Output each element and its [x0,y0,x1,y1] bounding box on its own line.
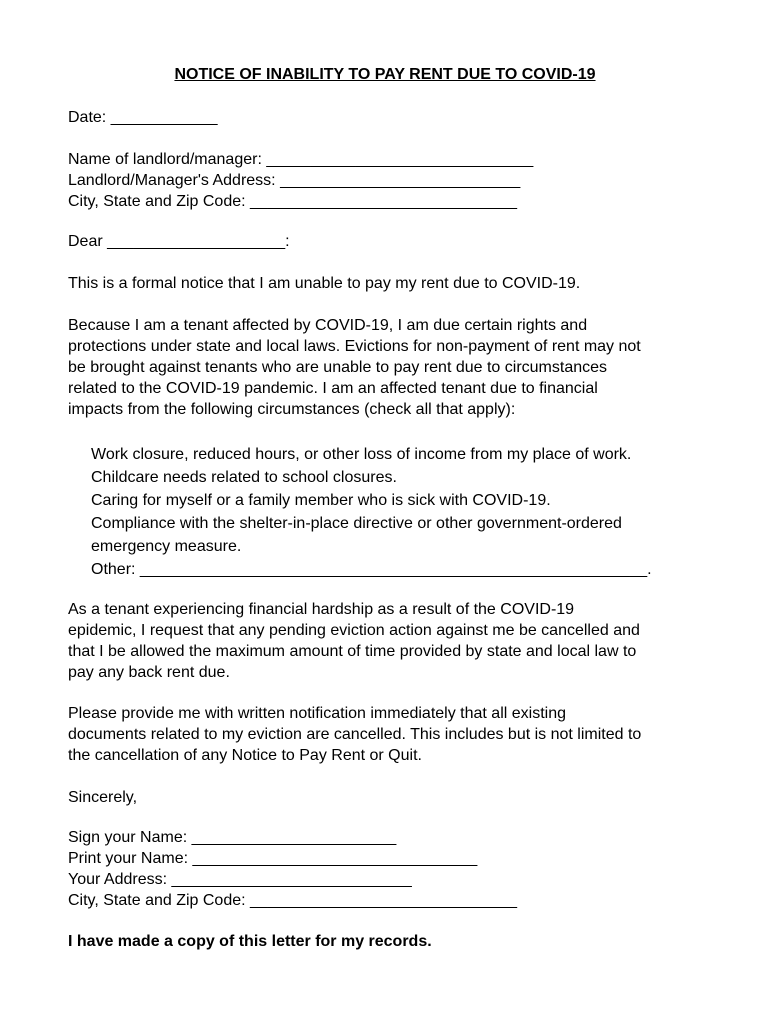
tenant-city-state-zip-line: City, State and Zip Code: ______________________________ [68,892,517,909]
paragraph-line: epidemic, I request that any pending eviction action against me be cancelled and [68,622,640,639]
records-note-text: I have made a copy of this letter for my records. [68,933,432,950]
paragraph-line: documents related to my eviction are cancelled. This includes but is not limited to [68,726,642,743]
paragraph-line: the cancellation of any Notice to Pay Rent or Quit. [68,747,422,764]
paragraph-line: related to the COVID-19 pandemic. I am an affected tenant due to financial [68,380,598,397]
paragraph-line: As a tenant experiencing financial hardship as a result of the COVID-19 [68,601,575,618]
notification-paragraph [68,703,718,766]
dear-line: Dear ____________________: [68,233,290,250]
paragraph-line: protections under state and local laws. Evictions for non-payment of rent may not [68,338,641,355]
circumstance-caring: Caring for myself or a family member who is sick with COVID-19. [91,492,551,509]
landlord-info [68,149,718,212]
paragraph-line: impacts from the following circumstances (check all that apply): [68,401,516,418]
sign-name-line: Sign your Name: _______________________ [68,829,397,846]
circumstance-compliance: Compliance with the shelter-in-place directive or other government-ordered [91,515,622,532]
circumstances-list [91,443,711,581]
landlord-address-line: Landlord/Manager's Address: ___________________________ [68,172,521,189]
records-note [68,931,718,952]
paragraph-line: be brought against tenants who are unable to pay rent due to circumstances [68,359,608,376]
rights-paragraph [68,315,718,420]
closing-text: Sincerely, [68,789,138,806]
hardship-paragraph [68,599,718,683]
salutation [68,231,718,252]
circumstance-compliance-cont: emergency measure. [91,538,242,555]
landlord-name-line: Name of landlord/manager: ______________________________ [68,151,534,168]
paragraph-line: Please provide me with written notification immediately that all existing [68,705,567,722]
circumstance-other: Other: _________________________________________________________. [91,561,652,578]
print-name-line: Print your Name: ________________________________ [68,850,478,867]
signature-block [68,827,718,911]
landlord-city-state-zip-line: City, State and Zip Code: ______________________________ [68,193,517,210]
document-title: NOTICE OF INABILITY TO PAY RENT DUE TO COVID-19 [174,66,596,83]
date-field [68,107,718,128]
circumstance-work-closure: Work closure, reduced hours, or other loss of income from my place of work. [91,446,632,463]
formal-notice-text: This is a formal notice that I am unable to pay my rent due to COVID-19. [68,275,581,292]
circumstance-childcare: Childcare needs related to school closures. [91,469,397,486]
paragraph-line: pay any back rent due. [68,664,230,681]
your-address-line: Your Address: ___________________________ [68,871,412,888]
paragraph-line: that I be allowed the maximum amount of time provided by state and local law to [68,643,637,660]
date-line: Date: ____________ [68,109,218,126]
formal-notice [68,273,718,294]
closing [68,787,718,808]
paragraph-line: Because I am a tenant affected by COVID-19, I am due certain rights and [68,317,588,334]
